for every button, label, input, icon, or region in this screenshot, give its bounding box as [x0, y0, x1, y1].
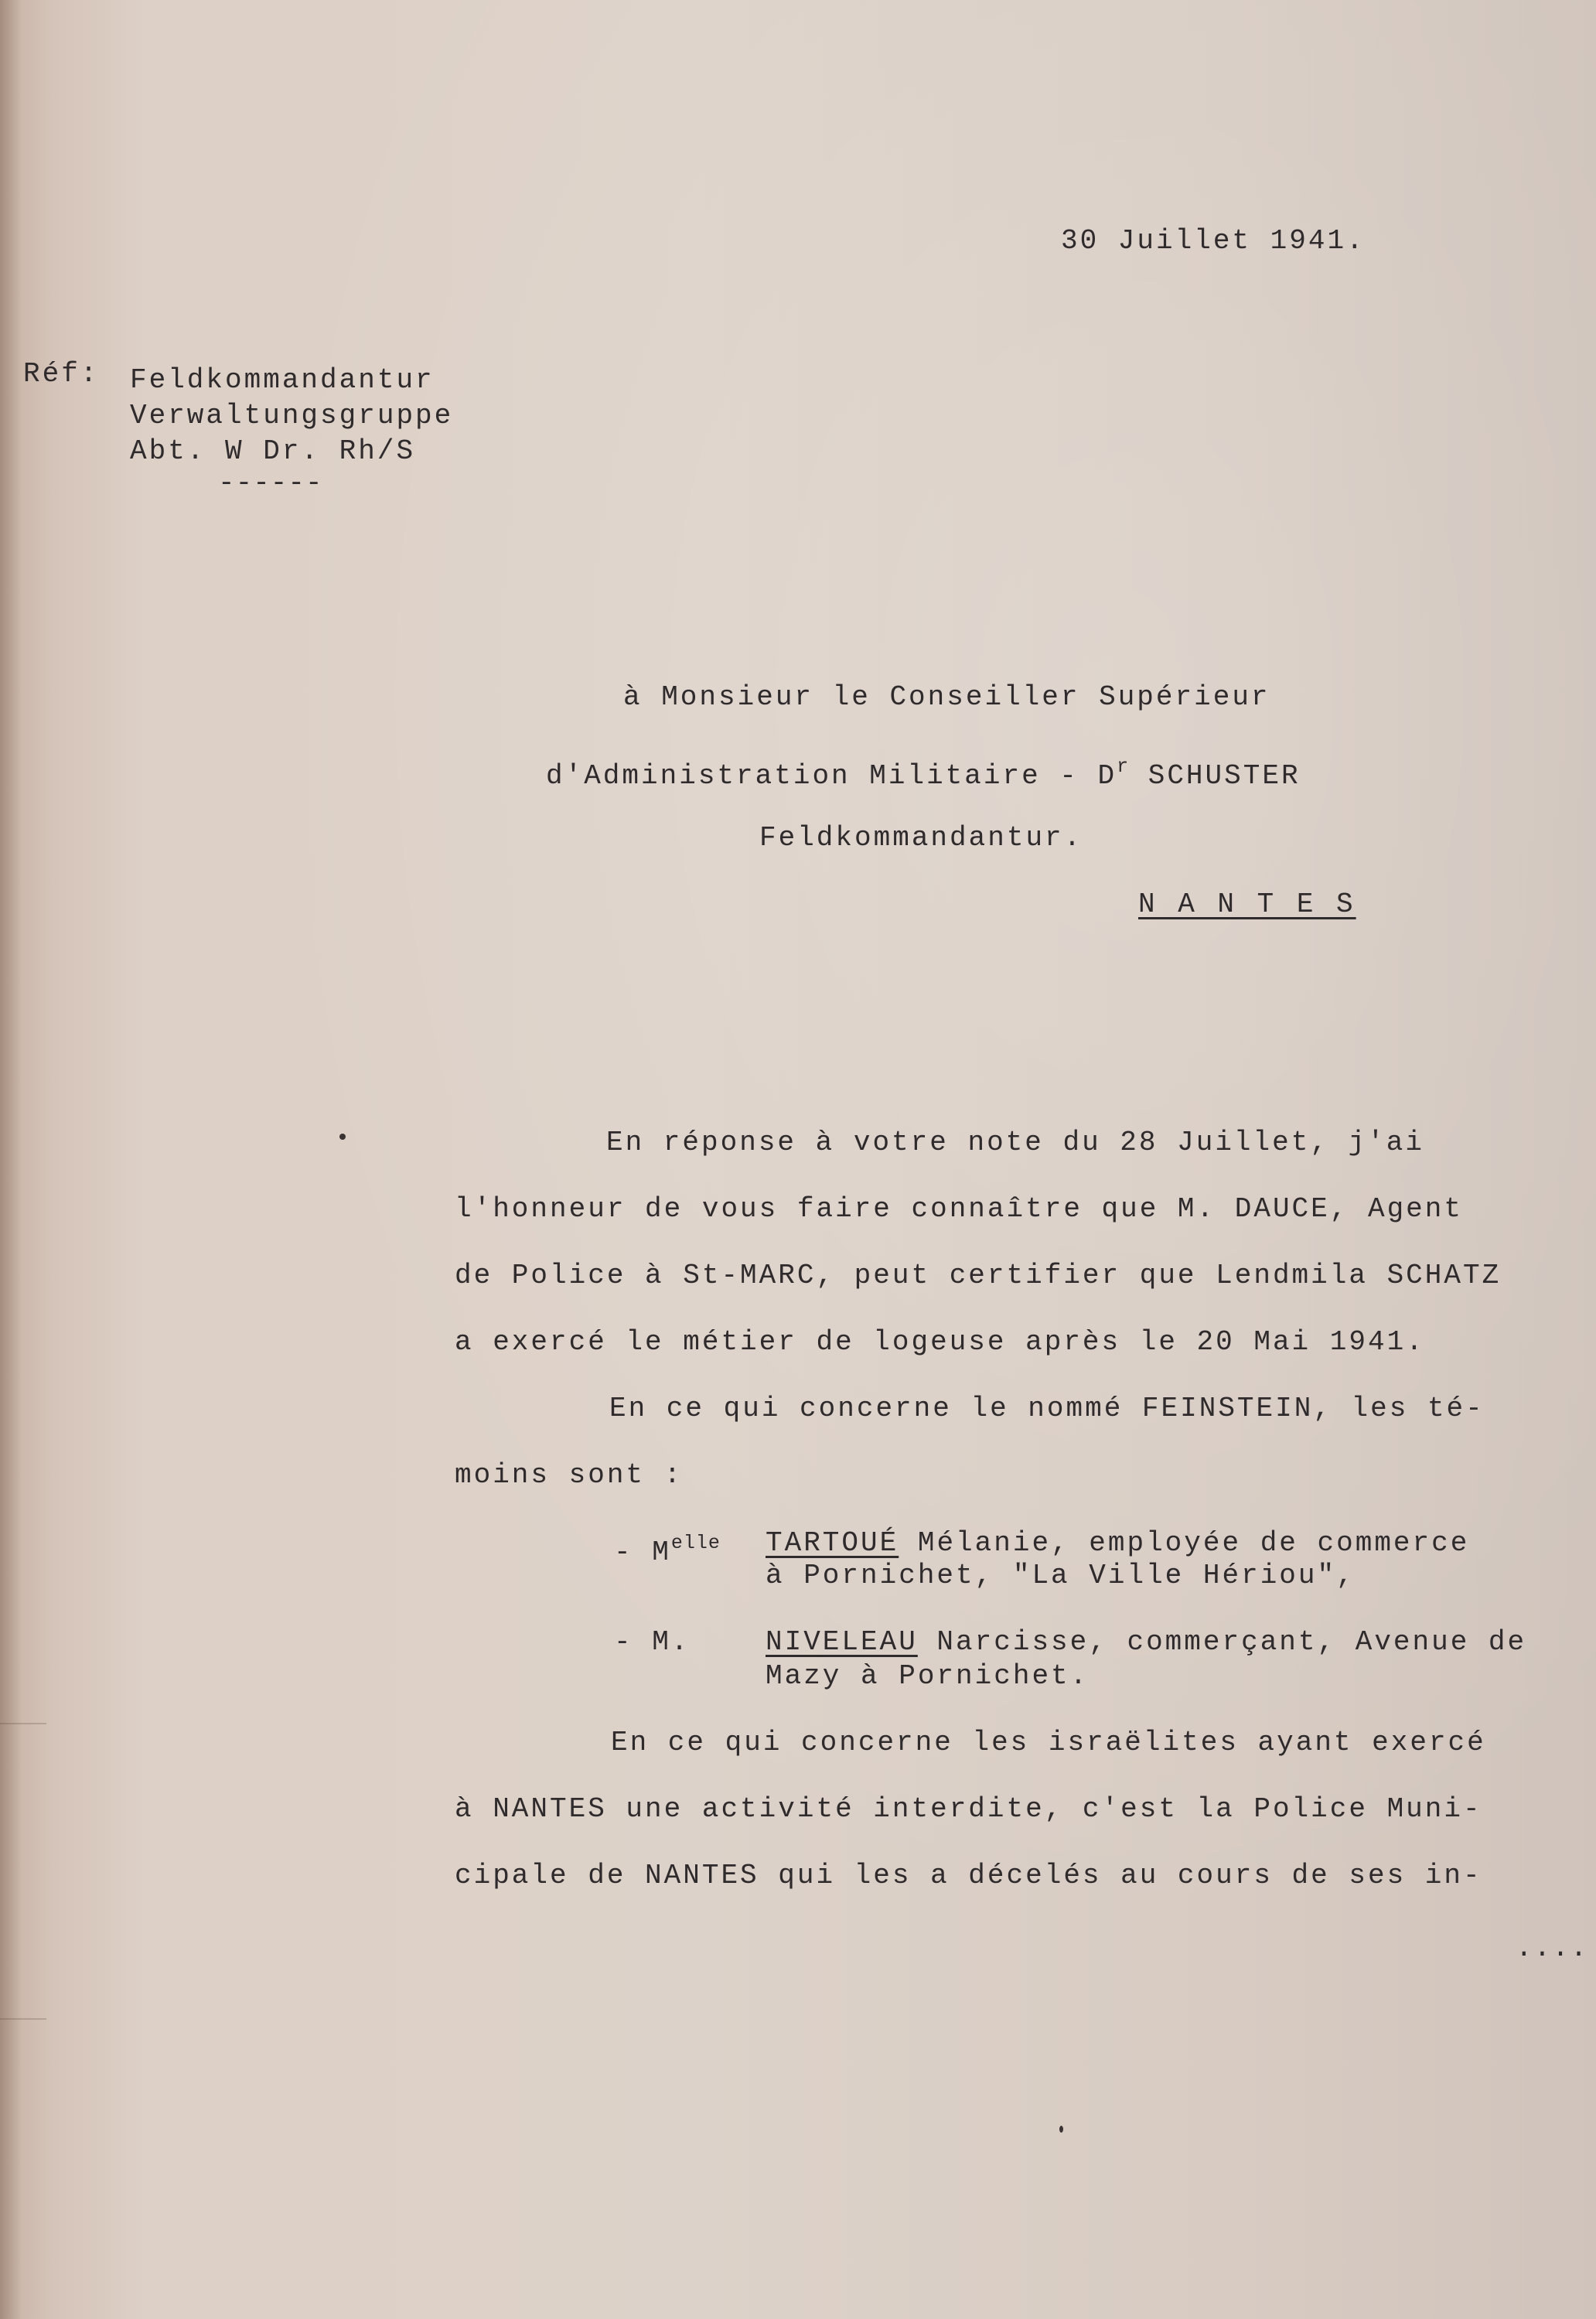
- reference-rule: ------: [218, 467, 323, 499]
- reference-line-1: Feldkommandantur: [130, 364, 435, 396]
- paper-crease: [0, 1723, 46, 1724]
- witness-1-surname: TARTOUÉ: [766, 1527, 899, 1559]
- witness-1-details: Mélanie, employée de commerce: [899, 1527, 1470, 1559]
- recipient-city: N A N T E S: [1138, 888, 1356, 920]
- recipient-line-2-start: d'Administration Militaire - D: [546, 760, 1117, 792]
- body-paragraph-1-line-4: a exercé le métier de logeuse après le 20 Mai 1941.: [455, 1326, 1425, 1358]
- reference-line-2: Verwaltungsgruppe: [130, 400, 454, 431]
- paper-left-edge-shadow: [0, 0, 22, 2319]
- recipient-line-1: à Monsieur le Conseiller Supérieur: [623, 681, 1270, 713]
- body-paragraph-2-line-2: moins sont :: [455, 1459, 684, 1491]
- witness-1-prefix-text: - M: [614, 1536, 671, 1568]
- witness-2-prefix: - M.: [614, 1626, 691, 1658]
- body-paragraph-3-line-2: à NANTES une activité interdite, c'est la Police Muni-: [455, 1793, 1482, 1825]
- reference-label: Réf:: [23, 358, 100, 390]
- witness-2-line-1: [766, 1625, 1526, 1659]
- body-paragraph-1-line-1: En réponse à votre note du 28 Juillet, j'ai: [606, 1127, 1424, 1158]
- witness-1-line-1: [766, 1526, 1469, 1560]
- recipient-line-3: Feldkommandantur.: [759, 822, 1083, 854]
- body-paragraph-3-line-1: En ce qui concerne les israëlites ayant exercé: [611, 1727, 1486, 1758]
- witness-1-line-2: à Pornichet, "La Ville Hériou",: [766, 1560, 1356, 1591]
- reference-line-3: Abt. W Dr. Rh/S: [130, 435, 416, 467]
- body-paragraph-1-line-2: l'honneur de vous faire connaître que M. DAUCE, Agent: [455, 1193, 1463, 1225]
- witness-1-prefix: [614, 1526, 721, 1570]
- ink-speck: [339, 1134, 346, 1140]
- body-paragraph-3-line-3: cipale de NANTES qui les a décelés au cours de ses in-: [455, 1860, 1482, 1891]
- paper-crease: [0, 2018, 46, 2020]
- witness-1-prefix-superscript: elle: [670, 1532, 721, 1554]
- recipient-title-superscript: r: [1117, 755, 1130, 778]
- recipient-line-2: [546, 750, 1301, 793]
- letter-date: 30 Juillet 1941.: [1061, 225, 1366, 257]
- witness-2-details: Narcisse, commerçant, Avenue de: [917, 1626, 1527, 1658]
- ink-speck: [1059, 2126, 1063, 2133]
- witness-2-surname: NIVELEAU: [766, 1626, 918, 1658]
- recipient-line-2-end: SCHUSTER: [1129, 760, 1301, 792]
- continuation-dots: ....: [1516, 1932, 1589, 1964]
- body-paragraph-2-line-1: En ce qui concerne le nommé FEINSTEIN, les té-: [609, 1393, 1485, 1424]
- witness-2-line-2: Mazy à Pornichet.: [766, 1660, 1090, 1692]
- body-paragraph-1-line-3: de Police à St-MARC, peut certifier que Lendmila SCHATZ: [455, 1260, 1502, 1291]
